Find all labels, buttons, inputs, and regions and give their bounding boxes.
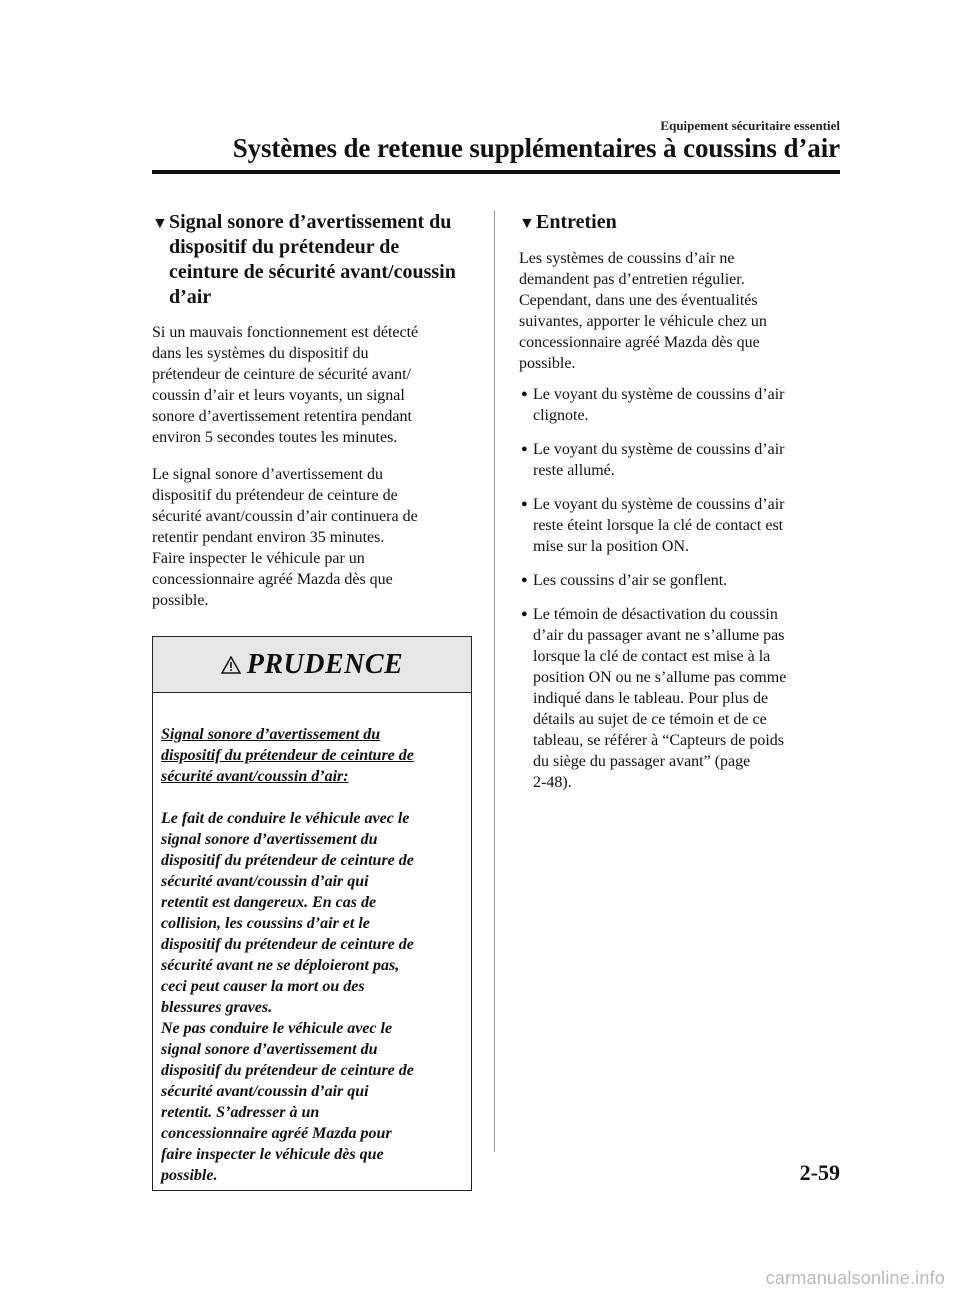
page-number: 2-59 bbox=[799, 1160, 840, 1185]
bullet-icon: ● bbox=[521, 388, 528, 400]
list-item-text: Le témoin de désactivation du coussin d’air du passager avant ne s’allume pas lorsque la clé de contact est mise à la position ON ou ne s’allume pas comme indiqué dans le tableau. Pour plus de détails au sujet de ce témoin et de ce tableau, se référer à “Capteurs de poids du siège du passager avant” (page 2-48). bbox=[533, 606, 787, 791]
seatbelt-warning-heading-text: Signal sonore d’avertissement du dispositif du prétendeur de ceinture de sécurité avant/coussin d’air bbox=[169, 211, 456, 308]
triangle-down-icon: ▼ bbox=[519, 215, 535, 232]
list-item bbox=[519, 439, 844, 481]
maintenance-list bbox=[519, 384, 844, 793]
list-item-text: Les coussins d’air se gonflent. bbox=[533, 572, 728, 589]
bullet-icon: ● bbox=[521, 608, 528, 620]
page-title: Systèmes de retenue supplémentaires à coussins d’air bbox=[232, 133, 840, 163]
column-divider bbox=[494, 210, 495, 1152]
left-column bbox=[152, 210, 472, 1191]
maintenance-heading-text: Entretien bbox=[536, 211, 617, 233]
list-item-text: Le voyant du système de coussins d’air reste éteint lorsque la clé de contact est mise sur la position ON. bbox=[533, 496, 785, 555]
header-rule bbox=[152, 170, 840, 174]
caution-title: PRUDENCE bbox=[246, 648, 404, 680]
right-column bbox=[519, 210, 844, 806]
section-label: Equipement sécuritaire essentiel bbox=[660, 118, 840, 133]
list-item bbox=[519, 494, 844, 557]
caution-header bbox=[153, 637, 471, 693]
maintenance-heading bbox=[519, 210, 844, 236]
bullet-icon: ● bbox=[521, 574, 528, 586]
list-item bbox=[519, 570, 844, 591]
bullet-icon: ● bbox=[521, 443, 528, 455]
watermark: carmanualsonline.info bbox=[765, 1268, 945, 1288]
seatbelt-warning-heading bbox=[152, 210, 472, 310]
list-item-text: Le voyant du système de coussins d’air reste allumé. bbox=[533, 441, 785, 479]
list-item bbox=[519, 604, 844, 793]
warning-triangle-icon bbox=[221, 656, 241, 674]
triangle-down-icon: ▼ bbox=[152, 215, 168, 232]
left-paragraph-1: Si un mauvais fonctionnement est détecté dans les systèmes du dispositif du prétendeur de ceinture de sécurité avant/ coussin d’air et leurs voyants, un signal sonore d’avertissement retentira pendant environ 5 secondes toutes les minutes. bbox=[152, 324, 419, 446]
caution-box bbox=[152, 636, 472, 1191]
left-paragraph-2: Le signal sonore d’avertissement du dispositif du prétendeur de ceinture de sécurité avant/coussin d’air continuera de retentir pendant environ 35 minutes. Faire inspecter le véhicule par un concessionnaire agréé Mazda dès que possible. bbox=[152, 466, 418, 609]
bullet-icon: ● bbox=[521, 498, 528, 510]
maintenance-intro: Les systèmes de coussins d’air ne demandent pas d’entretien régulier. Cependant, dans une des éventualités suivantes, apporter le véhicule chez un concessionnaire agréé Mazda dès que possible. bbox=[519, 250, 767, 372]
caution-subtitle: Signal sonore d’avertissement du dispositif du prétendeur de ceinture de sécurité avant/coussin d’air: bbox=[161, 726, 414, 785]
list-item-text: Le voyant du système de coussins d’air clignote. bbox=[533, 386, 785, 424]
list-item bbox=[519, 384, 844, 426]
caution-text: Le fait de conduire le véhicule avec le signal sonore d’avertissement du dispositif du prétendeur de ceinture de sécurité avant/coussin d’air qui retentit est dangereux. En cas de collision, les coussins d’air et le dispositif du prétendeur de ceinture de sécurité avant ne se déploieront pas, ceci peut causer la mort ou des blessures graves. Ne pas conduire le véhicule avec le signal sonore d’avertissement du dispositif du prétendeur de ceinture de sécurité avant/coussin d’air qui retentit. S’adresser à un concessionnaire agréé Mazda pour faire inspecter le véhicule dès que possible. bbox=[161, 810, 414, 1184]
caution-body bbox=[153, 693, 471, 1190]
